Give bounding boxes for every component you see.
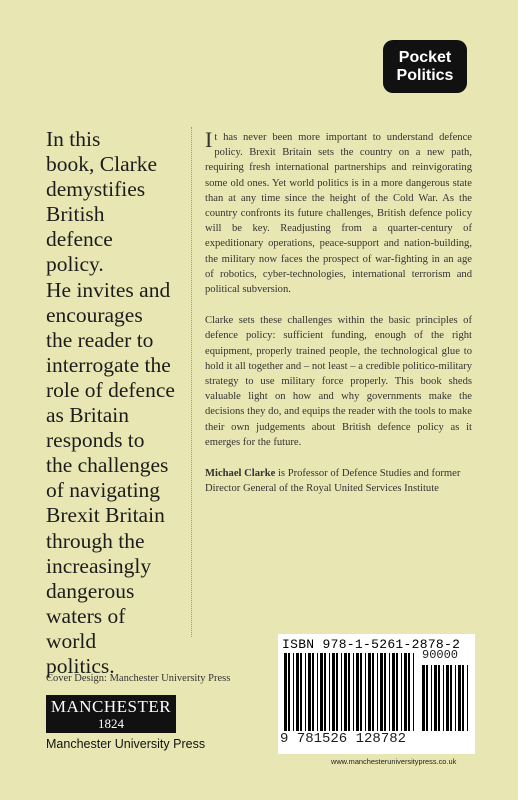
barcode-bar [317,653,318,731]
isbn-text: ISBN 978-1-5261-2878-2 [282,637,461,652]
barcode-bar [408,653,410,731]
pull-quote-line: dangerous [46,578,135,603]
badge-line-2: Politics [396,66,454,84]
pull-quote-line: as Britain [46,403,129,428]
barcode-bar [344,653,347,731]
pull-quote-line: increasingly [46,553,152,578]
pull-quote-line: book, Clarke [46,152,158,177]
pull-quote-line: He invites and [46,277,171,302]
barcode-bar [284,653,287,731]
barcode-bar [348,653,350,731]
barcode-bar [443,665,444,731]
barcode-bar [431,665,432,731]
barcode-bar [396,653,398,731]
cover-design-credit: Cover Design: Manchester University Press [46,673,231,684]
barcode-bar [467,665,468,731]
barcode-bar [413,653,414,731]
blurb-paragraph-1 [205,127,472,297]
barcode-bar [389,653,390,731]
barcode-bar [305,653,306,731]
pull-quote-line: British defence [46,202,113,252]
pull-quote-line: role of defence [46,377,175,402]
barcode-bar [404,653,407,731]
badge-line-1: Pocket [398,48,452,66]
barcode-bar [336,653,338,731]
publisher-name: Manchester University Press [46,737,206,751]
paragraph-1-text: t has never been more important to understand defence policy. Brexit Britain sets the country on a new path, requiring fresh international partnerships and reinvigorating some old ones. Yet world politics is in a more dangerous state than at any time since the height of the Cold War. As the country confronts its future challenges, British defence policy will be key. Readjusting from a quarter-century of expeditionary operations, peace-support and nation-building, the military now faces the prospect of war-fighting in an age of robotics, cyber-technologies, international terrorism and political subversion. [205,132,472,296]
barcode-bar [392,653,395,731]
pull-quote-line: encourages [46,302,143,327]
pull-quote-line: Brexit Britain [46,503,165,528]
barcode-bar [384,653,386,731]
barcode-bar [360,653,362,731]
barcode-bar [341,653,342,731]
barcode-bar [458,665,461,731]
pocket-politics-badge [383,40,467,93]
barcode-bar [365,653,366,731]
pull-quote-line: responds to [46,428,145,453]
barcode-bar [312,653,314,731]
pull-quote-line: waters of world [46,603,126,653]
manchester-logo [46,695,176,733]
barcode-digits: 9 781526 128782 [280,731,407,747]
author-bio-text: is Professor of Defence Studies and former Director General of the Royal United Services Institute [205,468,461,495]
barcode-bars [284,653,418,731]
barcode-bar [293,653,294,731]
price-code: 90000 [422,648,459,662]
barcode-addon-bars [422,665,470,731]
pull-quote-line: the challenges [46,453,169,478]
barcode-bar [356,653,359,731]
barcode-bar [422,665,425,731]
pull-quote-line: of navigating [46,478,161,503]
barcode-bar [329,653,330,731]
author-name: Michael Clarke [205,468,276,480]
barcode-bar [426,665,428,731]
barcode-bar [434,665,437,731]
pull-quote-line: interrogate the [46,352,171,377]
barcode-bar [438,665,440,731]
barcode-bar [368,653,371,731]
barcode-bar [308,653,311,731]
publisher-url: www.manchesteruniversitypress.co.uk [331,757,457,766]
logo-name: MANCHESTER [50,697,172,716]
pull-quote-line: through the [46,528,145,553]
barcode-bar [450,665,452,731]
barcode-bar [380,653,383,731]
barcode [278,634,475,754]
barcode-bar [455,665,456,731]
drop-cap: I [205,127,213,152]
blurb-body [205,127,472,512]
barcode-bar [446,665,449,731]
logo-year: 1824 [98,716,124,731]
pull-quote [46,127,176,679]
barcode-bar [300,653,302,731]
pull-quote-line: demystifies [46,177,146,202]
barcode-bar [462,665,464,731]
blurb-paragraph-2: Clarke sets these challenges within the basic principles of defence policy: sufficient funding, enough of the right equipment, properly trained people, the technological glue to hold it all together and – not least – a credible politico-military strategy to use military force properly. This book sheds valuable light on how and why governments make the decisions they do, and equips the reader with the tools to make their own judgements about British defence policy as it emerges for the future. [205,315,472,448]
pull-quote-line: politics. [46,653,115,678]
pull-quote-line: policy. [46,252,104,277]
author-bio [205,466,472,496]
barcode-bar [320,653,323,731]
barcode-bar [401,653,402,731]
barcode-bar [288,653,290,731]
barcode-bar [377,653,378,731]
pull-quote-line: In this [46,127,101,151]
barcode-bar [372,653,374,731]
pull-quote-line: the reader to [46,327,154,352]
barcode-bar [324,653,326,731]
barcode-bar [332,653,335,731]
barcode-bar [296,653,299,731]
column-divider [191,127,192,637]
barcode-bar [353,653,354,731]
